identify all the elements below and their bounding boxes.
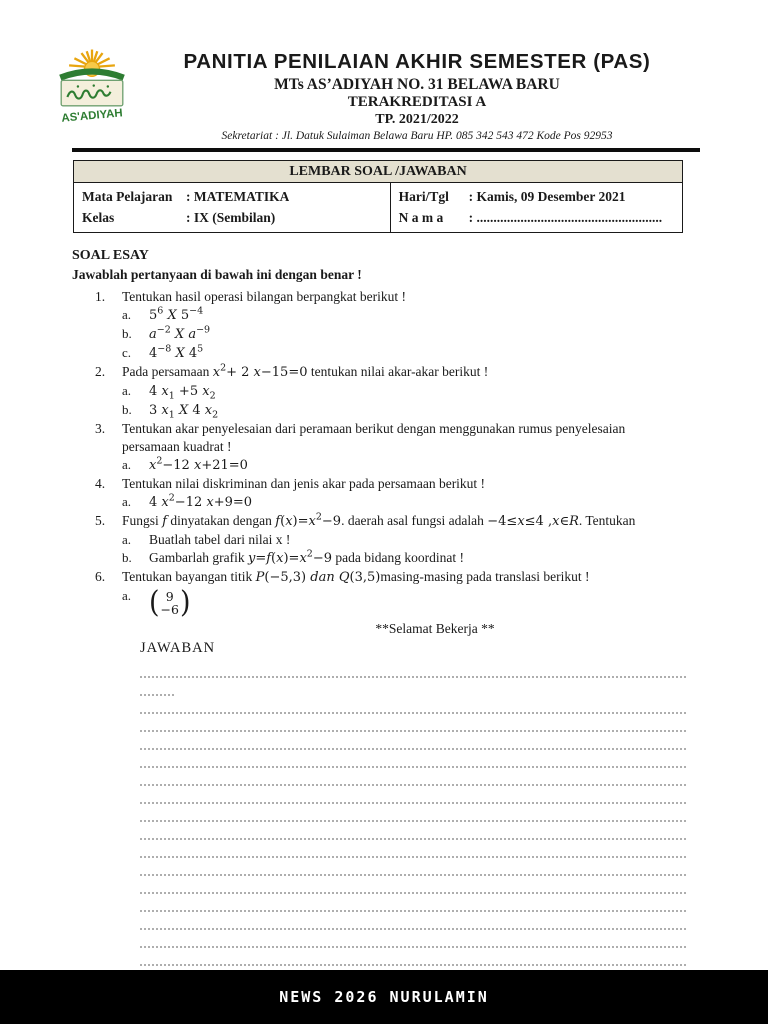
question-5 — [95, 512, 684, 568]
subitem-content: $a^{-2}$ X $a^{-9}$ — [149, 324, 211, 342]
question-body — [122, 363, 684, 420]
accreditation: TERAKREDITASI A — [347, 94, 487, 110]
answer-line — [140, 858, 686, 876]
questions-list — [95, 288, 684, 620]
class-row — [82, 207, 384, 228]
subitem-content: ( 9 −6 ) — [149, 585, 191, 620]
logo-label: AS'ADIYAH — [60, 107, 124, 125]
exam-info-table — [73, 160, 683, 233]
question-1-subitem-a — [122, 306, 684, 325]
committee-title: PANITIA PENILAIAN AKHIR SEMESTER (PAS) — [183, 50, 651, 73]
answer-line — [140, 678, 174, 696]
question-1-subitem-b — [122, 325, 684, 344]
answer-line — [140, 786, 686, 804]
question-number: 3. — [95, 421, 106, 436]
exam-body — [72, 247, 684, 1020]
question-3 — [95, 420, 684, 475]
question-text: Tentukan nilai diskriminan dan jenis akar pada persamaan berikut ! — [122, 476, 486, 491]
subitem-label: a. — [122, 588, 132, 603]
subitem-label: b. — [122, 550, 132, 565]
footer-watermark-text: NEWS 2026 NURULAMIN — [279, 988, 489, 1006]
answer-line — [140, 894, 686, 912]
secretariat-line: Sekretariat : Jl. Datuk Sulaiman Belawa Baru HP. 085 342 543 472 Kode Pos 92953 — [221, 130, 613, 142]
subitem-label: a. — [122, 307, 132, 322]
subitem-label: a. — [122, 457, 132, 472]
subitem-content: Gambarlah grafik $y=f(x)=x^2-9$ pada bidang koordinat ! — [149, 548, 464, 566]
closing-note: **Selamat Bekerja ** — [375, 621, 495, 636]
question-number: 6. — [95, 569, 106, 584]
subitem-content: 4 $x_1 +5$ $x_2$ — [149, 384, 216, 402]
question-6-subitem-a — [122, 585, 684, 620]
subitem-label: b. — [122, 326, 132, 341]
class-label: Kelas — [82, 210, 115, 225]
question-4-subitem-a — [122, 493, 684, 512]
answer-line — [140, 822, 686, 840]
subject-class-cell — [74, 183, 391, 233]
question-body — [122, 512, 684, 568]
name-row — [399, 207, 676, 228]
question-5-subitem-a — [122, 531, 684, 549]
answer-line — [140, 750, 686, 768]
question-body — [122, 420, 684, 475]
question-5-subitem-b — [122, 549, 684, 568]
answer-line — [140, 804, 686, 822]
answer-line — [140, 840, 686, 858]
date-row — [399, 186, 676, 207]
class-value: : IX (Sembilan) — [186, 210, 276, 225]
subitem-label: a. — [122, 383, 132, 398]
question-2 — [95, 363, 684, 420]
answer-line — [140, 948, 686, 966]
question-text: Pada persamaan $x^2+ 2$ x−15=0 tentukan nilai akar-akar berikut ! — [122, 362, 489, 380]
question-text: Tentukan akar penyelesaian dari peramaan berikut dengan menggunakan rumus penyelesaian persamaan kuadrat ! — [122, 421, 626, 454]
question-1 — [95, 288, 684, 363]
question-number: 5. — [95, 513, 106, 528]
answer-lines-area — [140, 660, 686, 1020]
date-name-cell — [390, 183, 682, 233]
subitem-content: $4^{-8}$ X $4^5$ — [149, 343, 204, 361]
question-body — [122, 568, 684, 620]
subitem-content: $5^6$ X $5^{-4}$ — [149, 305, 204, 323]
question-4 — [95, 475, 684, 512]
subitem-label: a. — [122, 532, 132, 547]
question-6 — [95, 568, 684, 620]
answer-line — [140, 714, 686, 732]
question-number: 1. — [95, 289, 106, 304]
letterhead — [0, 0, 768, 152]
subitem-content: $x^2-12$ x+21=0 — [149, 455, 248, 473]
academic-year: TP. 2021/2022 — [375, 112, 459, 127]
footer-banner — [0, 970, 768, 1024]
question-text: Fungsi f dinyatakan dengan $f(x)=x^2-9$. daerah asal fungsi adalah −4≤x≤4 ,x∈R. Tentukan — [122, 511, 636, 529]
school-logo-icon — [48, 46, 136, 134]
question-number: 4. — [95, 476, 106, 491]
question-text: Tentukan hasil operasi bilangan berpangkat berikut ! — [122, 289, 406, 304]
question-2-subitem-a — [122, 382, 684, 401]
question-number: 2. — [95, 364, 106, 379]
answer-line — [140, 696, 686, 714]
answer-section-title: JAWABAN — [140, 640, 216, 656]
school-name: MTs AS’ADIYAH NO. 31 BELAWA BARU — [274, 76, 560, 93]
question-body — [122, 288, 684, 363]
answer-line — [140, 912, 686, 930]
subitem-label: b. — [122, 402, 132, 417]
sheet-title: LEMBAR SOAL /JAWABAN — [74, 161, 683, 183]
subitem-content: 4 $x^2-12$ x+9=0 — [149, 492, 253, 510]
question-text: Tentukan bayangan titik P(−5,3) dan Q(3,5)masing-masing pada translasi berikut ! — [122, 569, 590, 585]
answer-line — [140, 876, 686, 894]
question-2-subitem-b — [122, 401, 684, 420]
answer-line — [140, 660, 686, 678]
name-label: N a m a — [398, 210, 444, 225]
date-label: Hari/Tgl — [398, 189, 449, 204]
subject-row — [82, 186, 384, 207]
answer-line — [140, 732, 686, 750]
answer-line — [140, 930, 686, 948]
subitem-label: a. — [122, 494, 132, 509]
question-3-subitem-a — [122, 456, 684, 475]
subitem-label: c. — [122, 345, 132, 360]
question-1-subitem-c — [122, 344, 684, 363]
date-value: : Kamis, 09 Desember 2021 — [468, 189, 626, 204]
subitem-content: Buatlah tabel dari nilai x ! — [149, 532, 291, 547]
subitem-content: 3 $x_1$ X 4 $x_2$ — [149, 403, 219, 421]
question-body — [122, 475, 684, 512]
name-value: : ....................................................... — [468, 210, 663, 225]
subject-value: : MATEMATIKA — [186, 189, 290, 204]
answer-line — [140, 768, 686, 786]
instruction-line: Jawablah pertanyaan di bawah ini dengan benar ! — [72, 267, 362, 282]
section-title: SOAL ESAY — [72, 248, 149, 263]
subject-label: Mata Pelajaran — [82, 189, 173, 204]
header-rule — [72, 148, 700, 152]
